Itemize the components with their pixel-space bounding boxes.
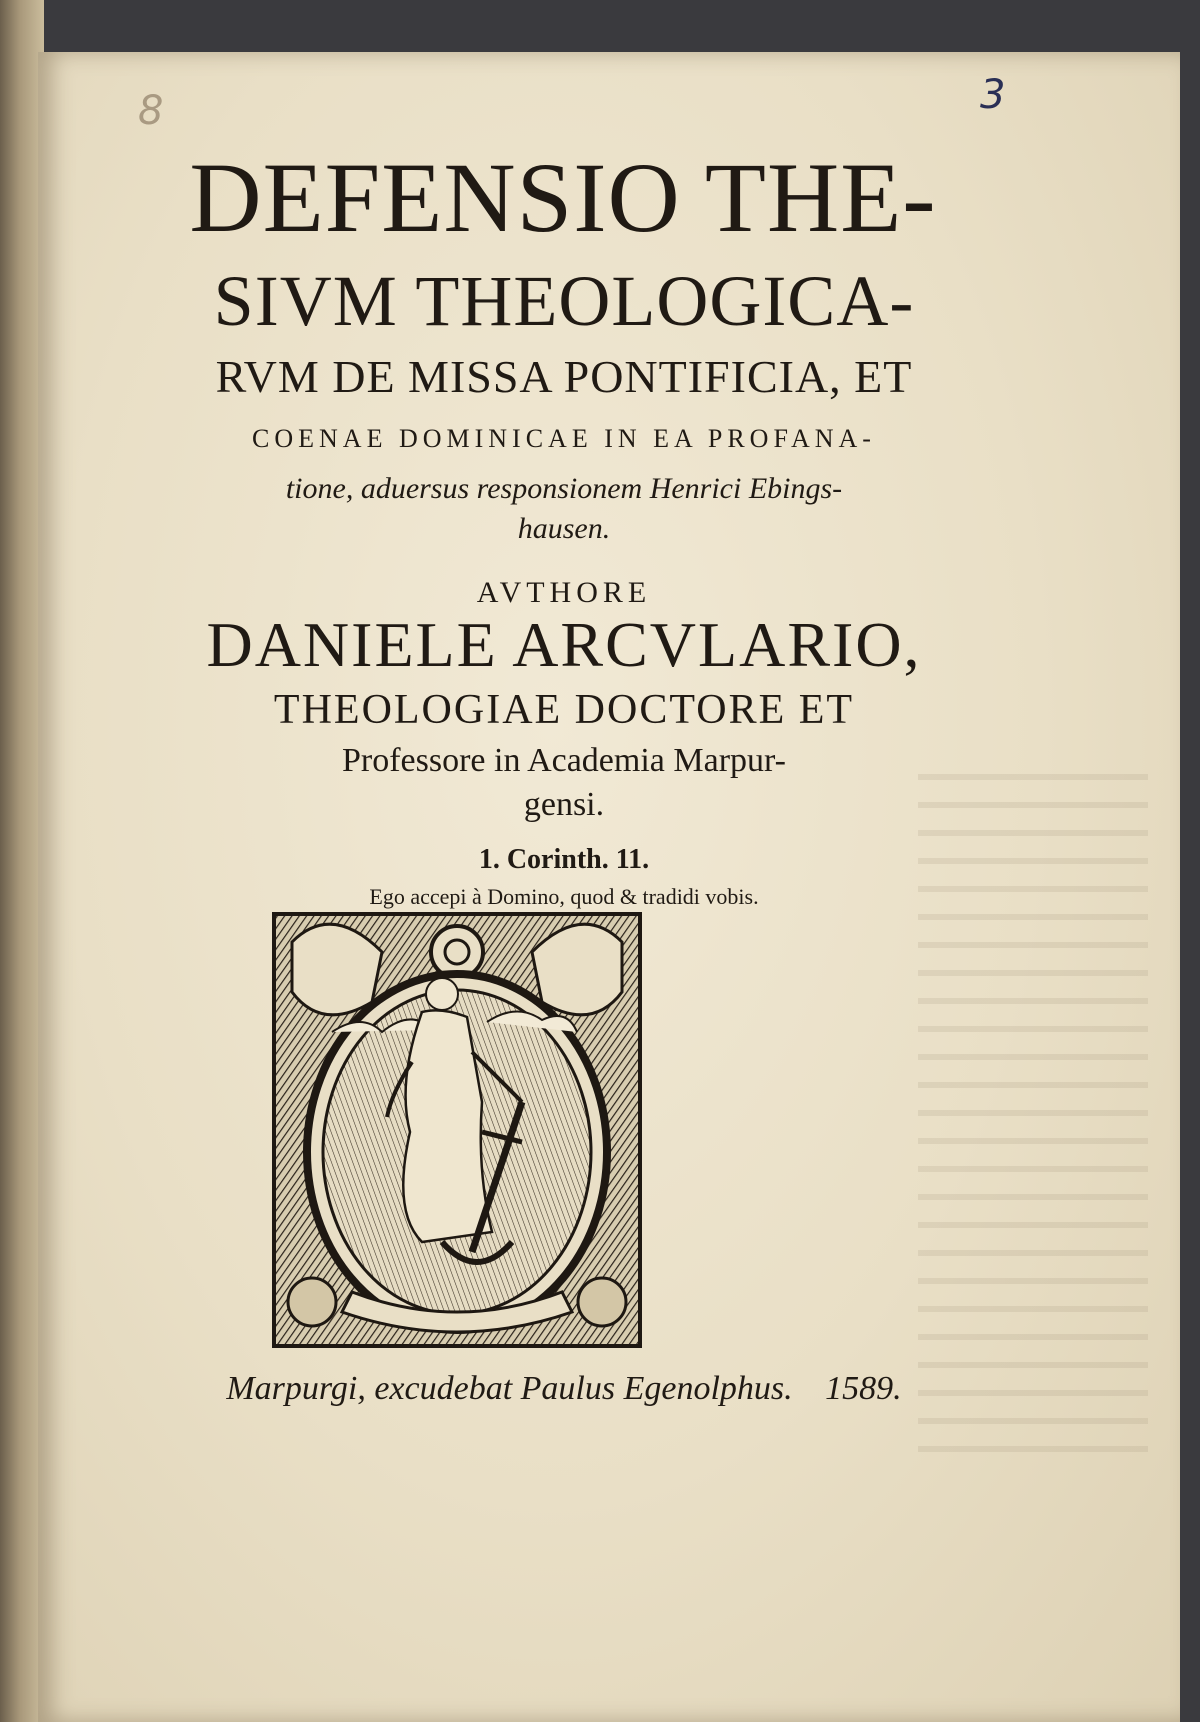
author-title-line-3: gensi.	[523, 786, 605, 823]
page-number: 3	[980, 72, 1006, 118]
printer-device-woodcut	[272, 912, 642, 1348]
author-title-line-2: Professore in Academia Marpur-	[341, 742, 786, 779]
citation: 1. Corinth. 11.	[478, 844, 650, 875]
imprint-line	[0, 1370, 1135, 1408]
author-title-line-1: THEOLOGIAE DOCTORE ET	[273, 687, 855, 733]
publication-year: 1589.	[825, 1370, 902, 1407]
title-line-1: DEFENSIO THE-	[189, 142, 937, 253]
title-line-4: COENAE DOMINICAE IN EA PROFANA-	[252, 424, 876, 453]
title-line-2: SIVM THEOLOGICA-	[213, 261, 915, 341]
title-line-3: RVM DE MISSA PONTIFICIA, ET	[215, 351, 913, 402]
author-label: AVTHORE	[476, 576, 652, 609]
pencil-mark: 8	[138, 88, 164, 134]
author-name: DANIELE ARCVLARIO,	[206, 609, 922, 680]
title-page	[38, 52, 1180, 1722]
scripture-quote: Ego accepi à Domino, quod & tradidi vobis.	[369, 884, 759, 909]
imprint: Marpurgi, excudebat Paulus Egenolphus.	[226, 1370, 793, 1407]
title-italic-line-1: tione, aduersus responsionem Henrici Ebings-	[285, 472, 843, 505]
title-italic-line-2: hausen.	[517, 512, 611, 545]
